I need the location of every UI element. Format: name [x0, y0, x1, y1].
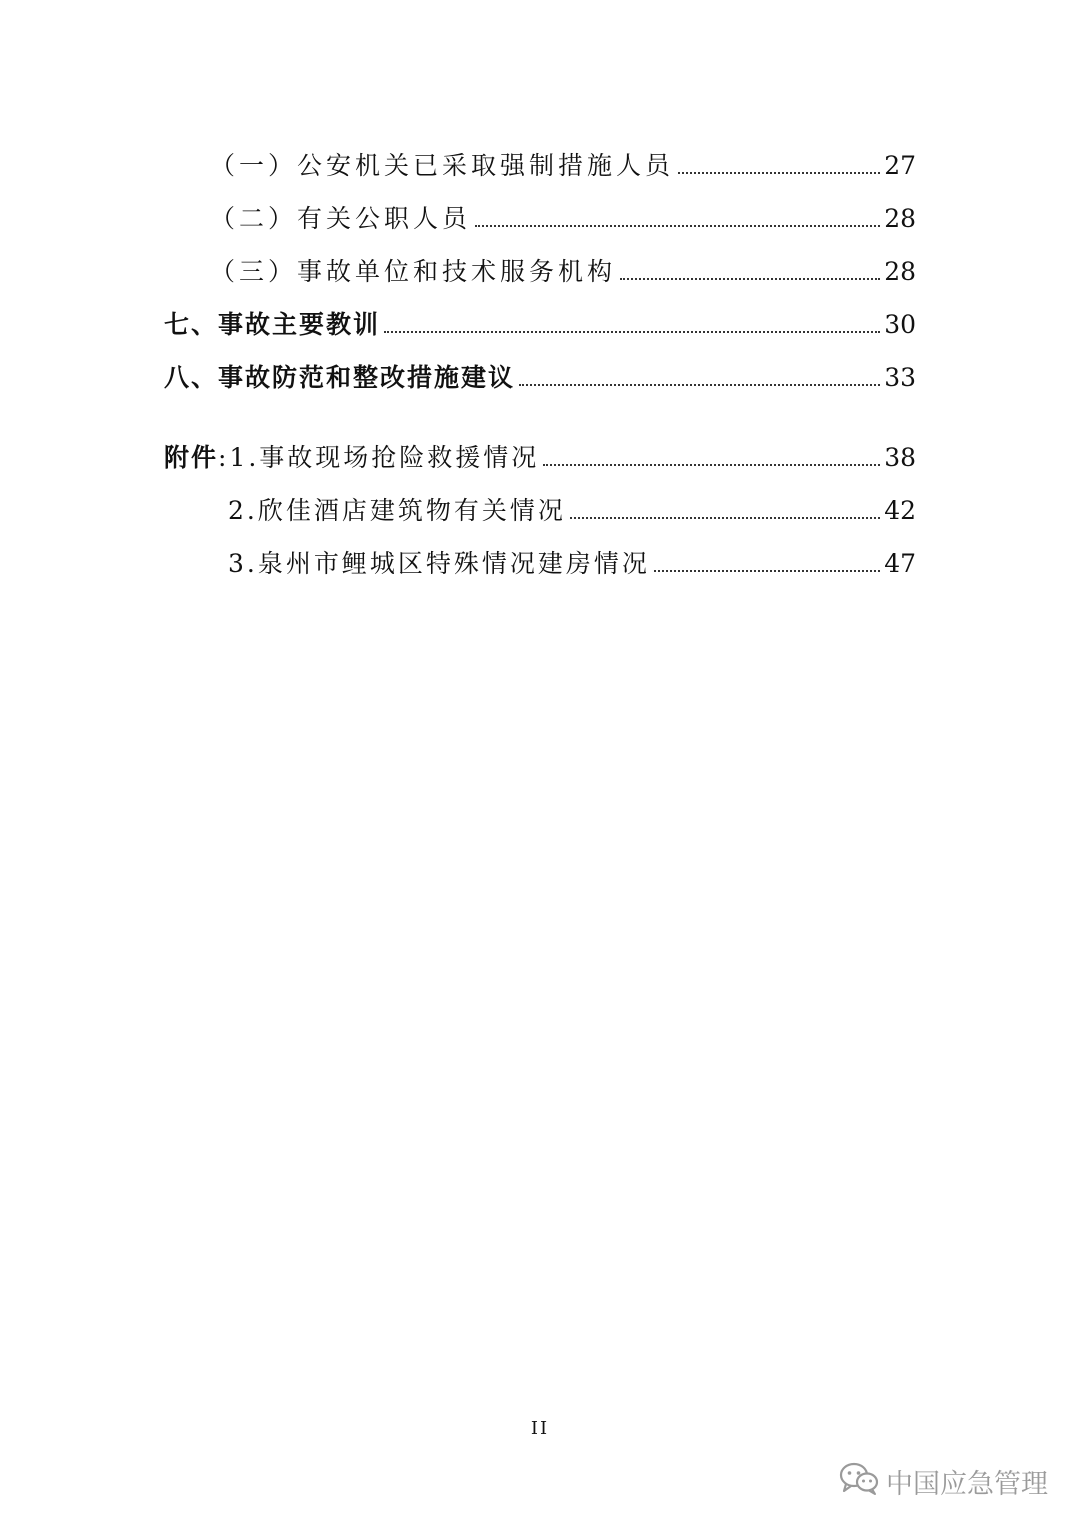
- wechat-icon: [838, 1460, 886, 1503]
- toc-leader-dots: [570, 516, 880, 519]
- toc-entry-sub-1[interactable]: [210, 146, 916, 182]
- toc-entry-section-8[interactable]: [164, 358, 916, 394]
- toc-entry-page: 28: [884, 257, 916, 286]
- watermark-text: 中国应急管理: [886, 1469, 1048, 1500]
- page-number: II: [530, 1418, 550, 1439]
- toc-leader-dots: [384, 330, 880, 333]
- toc-leader-dots: [654, 569, 880, 572]
- toc-entry-label: 七、事故主要教训: [164, 310, 381, 339]
- toc-entry-section-7[interactable]: [164, 305, 916, 341]
- toc-entry-label: 3.泉州市鲤城区特殊情况建房情况: [228, 549, 650, 578]
- toc-leader-dots: [519, 383, 880, 386]
- toc-attachment-3[interactable]: [228, 544, 916, 580]
- toc-entry-label: （一）公安机关已采取强制措施人员: [210, 151, 675, 180]
- toc-entry-page: 33: [884, 363, 916, 392]
- toc-entry-page: 30: [884, 310, 916, 339]
- toc-leader-dots: [475, 224, 880, 227]
- watermark: [838, 1460, 1048, 1503]
- toc-attachment-1[interactable]: [164, 438, 916, 474]
- attachment-prefix: 附件: [164, 443, 219, 472]
- toc-entry-sub-2[interactable]: [210, 199, 916, 235]
- toc-attachment-2[interactable]: [228, 491, 916, 527]
- toc-entry-page: 47: [884, 549, 916, 578]
- toc-entry-label: （二）有关公职人员: [210, 204, 472, 233]
- toc-entry-label: （三）事故单位和技术服务机构: [210, 257, 617, 286]
- toc-entry-page: 27: [884, 151, 916, 180]
- toc-entry-page: 42: [884, 496, 916, 525]
- toc-entry-label: 八、事故防范和整改措施建议: [164, 363, 516, 392]
- toc-entry-label: :1.事故现场抢险救援情况: [218, 443, 540, 472]
- toc-entry-page: 28: [884, 204, 916, 233]
- toc-entry-page: 38: [884, 443, 916, 472]
- toc-leader-dots: [678, 171, 880, 174]
- toc-entry-label: 2.欣佳酒店建筑物有关情况: [228, 496, 566, 525]
- toc-entry-sub-3[interactable]: [210, 252, 916, 288]
- toc-leader-dots: [620, 277, 880, 280]
- toc-leader-dots: [543, 463, 880, 466]
